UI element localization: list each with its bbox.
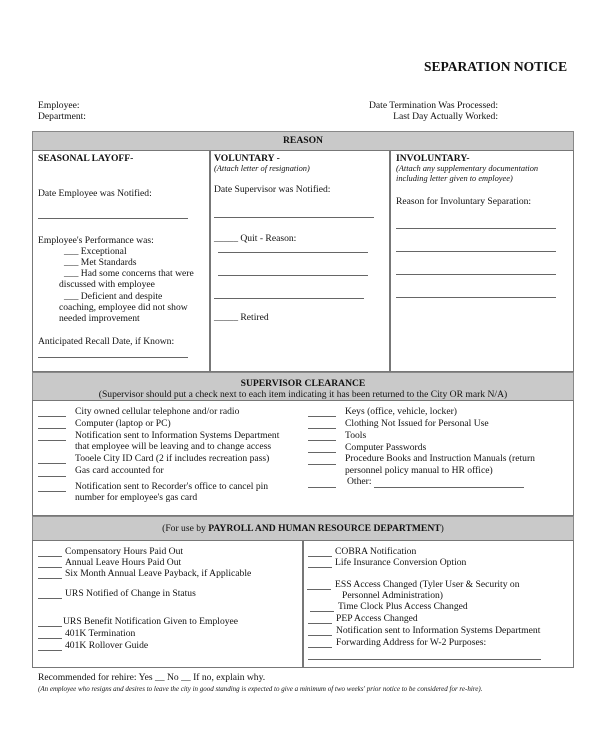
payroll-title-post: ) bbox=[440, 523, 444, 534]
involuntary-note: (Attach any supplementary documentation bbox=[396, 164, 539, 173]
clearance-item: Procedure Books and Instruction Manuals (return bbox=[345, 453, 535, 464]
check-blank[interactable] bbox=[308, 556, 332, 557]
option-deficient-cont: coaching, employee did not show bbox=[59, 302, 188, 313]
reason-header: REASON bbox=[32, 131, 574, 151]
date-supervisor-notified-label: Date Supervisor was Notified: bbox=[214, 184, 331, 195]
divider bbox=[302, 540, 304, 668]
payroll-item: Notification sent to Information Systems Department bbox=[336, 625, 541, 636]
check-blank[interactable] bbox=[38, 416, 66, 417]
check-blank[interactable] bbox=[310, 611, 334, 612]
quit-reason-line[interactable] bbox=[218, 252, 368, 253]
option-met-standards[interactable]: ___ Met Standards bbox=[64, 257, 137, 268]
form-title: SEPARATION NOTICE bbox=[424, 59, 568, 74]
check-blank[interactable] bbox=[308, 623, 332, 624]
check-blank[interactable] bbox=[308, 416, 336, 417]
clearance-other-label: Other: bbox=[347, 476, 372, 487]
option-deficient-cont2: needed improvement bbox=[59, 313, 140, 324]
clearance-item: City owned cellular telephone and/or radio bbox=[75, 406, 240, 417]
quit-reason-line[interactable] bbox=[218, 275, 368, 276]
option-exceptional[interactable]: ___ Exceptional bbox=[64, 246, 127, 257]
involuntary-note-cont: including letter given to employee) bbox=[396, 174, 513, 183]
payroll-item: URS Benefit Notification Given to Employee bbox=[63, 616, 239, 627]
payroll-item: ESS Access Changed (Tyler User & Security on bbox=[335, 579, 520, 590]
clearance-item: Gas card accounted for bbox=[75, 465, 164, 476]
check-blank[interactable] bbox=[38, 598, 62, 599]
involuntary-reason-line[interactable] bbox=[396, 251, 556, 252]
clearance-item: Keys (office, vehicle, locker) bbox=[345, 406, 457, 417]
voluntary-title: VOLUNTARY - bbox=[214, 153, 280, 164]
voluntary-note: (Attach letter of resignation) bbox=[214, 164, 310, 173]
date-supervisor-notified-field[interactable] bbox=[214, 217, 374, 218]
payroll-item: PEP Access Changed bbox=[336, 613, 418, 624]
seasonal-title: SEASONAL LAYOFF- bbox=[38, 153, 134, 164]
rehire-note: (An employee who resigns and desires to leave the city in good standing is expected to give a minimum of two weeks' prior notice to be considered for re-hire). bbox=[38, 685, 483, 693]
check-blank[interactable] bbox=[38, 440, 66, 441]
payroll-item: Compensatory Hours Paid Out bbox=[65, 546, 184, 557]
payroll-item: 401K Rollover Guide bbox=[65, 640, 149, 651]
check-blank[interactable] bbox=[308, 567, 332, 568]
check-blank[interactable] bbox=[308, 647, 332, 648]
clearance-title: SUPERVISOR CLEARANCE bbox=[240, 378, 366, 389]
involuntary-reason-line[interactable] bbox=[396, 228, 556, 229]
check-blank[interactable] bbox=[308, 635, 332, 636]
payroll-item-cont: Personnel Administration) bbox=[342, 590, 443, 601]
check-blank[interactable] bbox=[308, 440, 336, 441]
clearance-item: Computer (laptop or PC) bbox=[75, 418, 171, 429]
clearance-subtitle: (Supervisor should put a check next to each item indicating it has been returned to the City OR mark N/A) bbox=[98, 389, 508, 400]
clearance-item: Computer Passwords bbox=[345, 442, 427, 453]
option-concerns[interactable]: ___ Had some concerns that were bbox=[64, 268, 194, 279]
check-blank[interactable] bbox=[38, 638, 62, 639]
rehire-question: Recommended for rehire: Yes __ No __ If no, explain why. bbox=[38, 672, 266, 683]
payroll-item: URS Notified of Change in Status bbox=[65, 588, 196, 599]
clearance-item: Tooele City ID Card (2 if includes recreation pass) bbox=[75, 453, 270, 464]
check-blank[interactable] bbox=[38, 567, 62, 568]
check-blank[interactable] bbox=[38, 491, 66, 492]
check-blank[interactable] bbox=[308, 487, 336, 488]
date-processed-label: Date Termination Was Processed: bbox=[368, 100, 498, 111]
check-blank[interactable] bbox=[38, 578, 62, 579]
clearance-other-field[interactable] bbox=[374, 487, 524, 488]
payroll-item: Time Clock Plus Access Changed bbox=[338, 601, 468, 612]
involuntary-reason-line[interactable] bbox=[396, 274, 556, 275]
payroll-header bbox=[32, 516, 574, 541]
clearance-item: Clothing Not Issued for Personal Use bbox=[345, 418, 489, 429]
forwarding-address-field[interactable] bbox=[308, 659, 541, 660]
clearance-item: Notification sent to Information Systems Department bbox=[75, 430, 280, 441]
date-employee-notified-label: Date Employee was Notified: bbox=[38, 188, 152, 199]
payroll-item: Life Insurance Conversion Option bbox=[335, 557, 467, 568]
quit-reason-line[interactable] bbox=[214, 298, 364, 299]
last-day-label: Last Day Actually Worked: bbox=[393, 111, 498, 122]
check-blank[interactable] bbox=[308, 452, 336, 453]
check-blank[interactable] bbox=[308, 428, 336, 429]
payroll-item: Six Month Annual Leave Payback, if Applicable bbox=[65, 568, 252, 579]
check-blank[interactable] bbox=[38, 476, 66, 477]
clearance-item: Tools bbox=[345, 430, 367, 441]
payroll-title: PAYROLL AND HUMAN RESOURCE DEPARTMENT bbox=[208, 523, 441, 534]
involuntary-reason-line[interactable] bbox=[396, 297, 556, 298]
check-blank[interactable] bbox=[38, 463, 66, 464]
option-deficient[interactable]: ___ Deficient and despite bbox=[64, 291, 163, 302]
check-blank[interactable] bbox=[38, 650, 62, 651]
clearance-header bbox=[32, 372, 574, 401]
check-blank[interactable] bbox=[38, 556, 62, 557]
clearance-item-cont: that employee will be leaving and to change access bbox=[75, 441, 272, 452]
involuntary-title: INVOLUNTARY- bbox=[396, 153, 470, 164]
payroll-item: COBRA Notification bbox=[335, 546, 417, 557]
department-label: Department: bbox=[38, 111, 86, 122]
clearance-item-cont: personnel policy manual to HR office) bbox=[345, 465, 493, 476]
recall-date-field[interactable] bbox=[38, 357, 188, 358]
check-blank[interactable] bbox=[38, 428, 66, 429]
check-blank[interactable] bbox=[308, 464, 336, 465]
clearance-item-cont: number for employee's gas card bbox=[75, 492, 198, 503]
payroll-item: Annual Leave Hours Paid Out bbox=[65, 557, 182, 568]
quit-reason-option[interactable]: _____ Quit - Reason: bbox=[214, 233, 297, 244]
retired-option[interactable]: _____ Retired bbox=[214, 312, 269, 323]
payroll-item: 401K Termination bbox=[65, 628, 136, 639]
clearance-item: Notification sent to Recorder's office to cancel pin bbox=[75, 481, 269, 492]
check-blank[interactable] bbox=[307, 589, 331, 590]
divider bbox=[389, 150, 391, 372]
option-concerns-cont: discussed with employee bbox=[59, 279, 155, 290]
performance-label: Employee's Performance was: bbox=[38, 235, 154, 246]
payroll-title-pre: (For use by bbox=[162, 523, 209, 534]
divider bbox=[209, 150, 211, 372]
recall-date-label: Anticipated Recall Date, if Known: bbox=[38, 336, 175, 347]
employee-label: Employee: bbox=[38, 100, 80, 111]
date-employee-notified-field[interactable] bbox=[38, 218, 188, 219]
payroll-item: Forwarding Address for W-2 Purposes: bbox=[336, 637, 487, 648]
check-blank[interactable] bbox=[38, 626, 62, 627]
involuntary-reason-label: Reason for Involuntary Separation: bbox=[396, 196, 532, 207]
